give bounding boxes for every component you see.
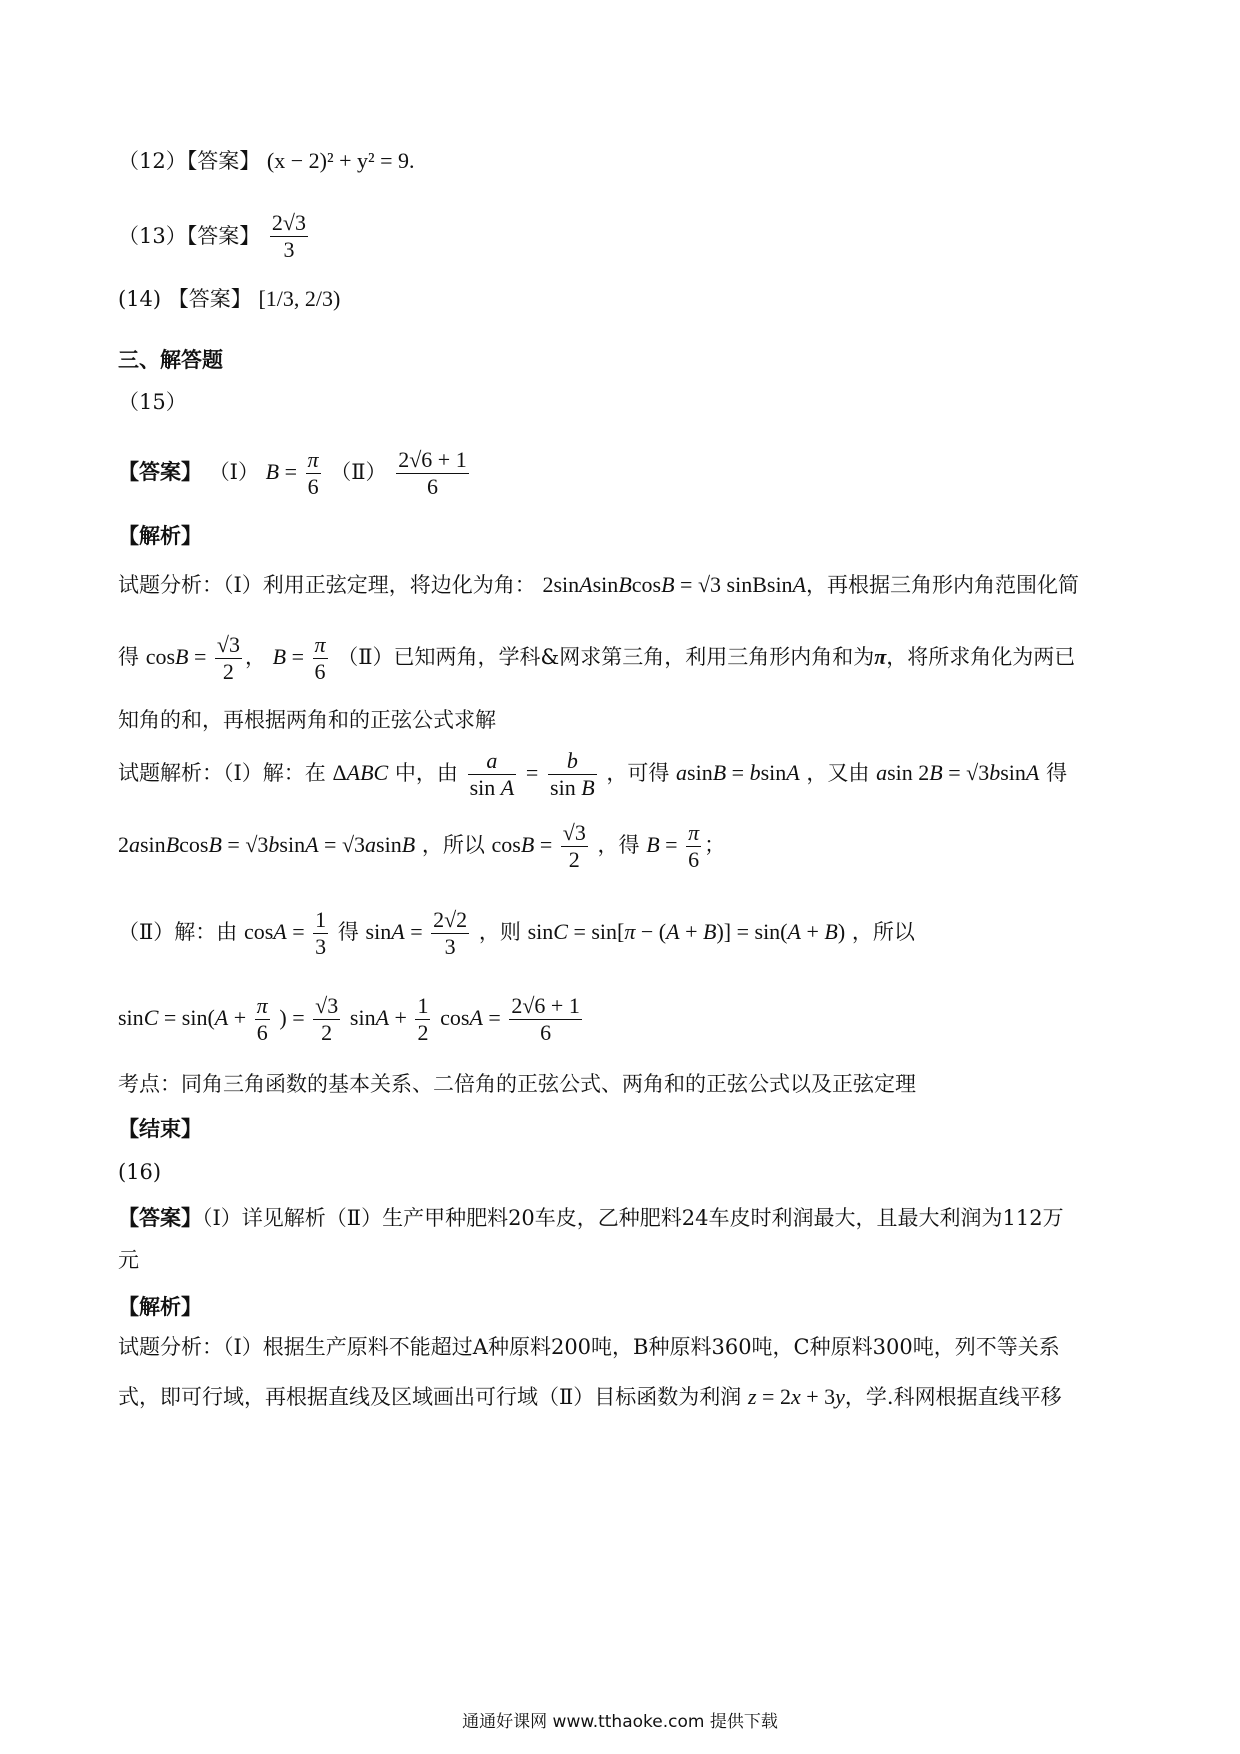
formula-span: asinB = bsinA [676,760,800,785]
fraction-denominator: 3 [315,934,327,959]
fraction-a-sinA [468,748,517,801]
fraction-denominator: sin B [550,775,595,800]
fraction-numerator: π [688,820,700,845]
text-span: 试题分析：（Ⅰ）利用正弦定理，将边化为角： [118,573,536,597]
fraction-denominator: 3 [444,934,456,959]
formula-span: 2asinBcosB = √3bsinA = √3asinB [118,832,416,857]
text-span: 试题解析：（Ⅰ）解：在 [118,761,326,785]
question-15-number: （15） [118,390,187,414]
fraction-pi-6 [255,993,270,1046]
analysis-16-line2 [118,1386,1140,1408]
formula-span: sinC = sin[π − (A + B)] = sin(A + B) [527,919,846,944]
fraction-numerator: √3 [315,993,339,1018]
kaodian-15: 考点：同角三角函数的基本关系、二倍角的正弦公式、两角和的正弦公式以及正弦定理 [118,1072,916,1096]
formula-span: cosA = [440,1005,507,1030]
formula-span: π [874,644,887,669]
answer-13-fraction [270,210,308,263]
analysis-16-line1: 试题分析：（Ⅰ）根据生产原料不能超过A种原料200吨，B种原料360吨，C种原料300吨，列不等关系 [118,1335,1060,1359]
text-span: ，将所求角化为两已 [886,645,1076,669]
end-15: 【结束】 [118,1116,202,1141]
answer-14 [118,288,1140,310]
analysis-15-line1 [118,574,1140,596]
text-span: ，又由 [806,761,870,785]
formula-span: asin 2B = √3bsinA [876,760,1040,785]
fraction-denominator: 2 [222,659,234,684]
answer-15 [118,447,1140,500]
text-span: 得 [1046,761,1068,785]
formula-span: sinC = sin(A + [118,1005,252,1030]
formula-span: sinA = [365,919,429,944]
formula-span: ) = [279,1005,311,1030]
formula-span: cosB = [145,644,212,669]
formula-span: z = 2x + 3y [747,1384,845,1409]
answer-13 [118,210,1140,263]
text-span: （Ⅱ）已知两角，学科&网求第三角，利用三角形内角和为 [337,645,875,669]
fraction-1-2 [415,993,430,1046]
answer-label: 【答案】 [118,459,202,484]
fraction-denominator: 6 [314,659,326,684]
fraction-numerator: √3 [216,632,240,657]
fraction-result [509,993,581,1046]
formula-span: = [525,760,539,785]
text-span: ，得 [597,833,640,857]
answer-13-label: （13）【答案】 [118,224,261,248]
answer-15-part1: B = [265,459,303,484]
fraction-denominator: 2 [568,847,580,872]
text-span: 得 [337,920,359,944]
fraction-numerator: 2√6 + 1 [511,993,580,1018]
fraction-numerator: 1 [315,907,327,932]
fraction-sqrt3-2 [313,993,340,1046]
question-16-number: (16) [118,1160,162,1184]
answer-12 [118,150,1140,172]
fraction-denominator: sin A [469,775,515,800]
text-span: 得 [118,645,139,669]
fraction-numerator: b [548,748,597,775]
fraction-denominator: 6 [540,1020,552,1045]
fraction-1-3 [313,907,328,960]
text-span: ，所以 [851,920,915,944]
analysis-15-line2: 得 cosB = $\frac{√3}{2}$ ， B = $\frac{\pi}{6}$ （Ⅱ）已知两角，学科&网求第三角，利用三角形内角和为π，将所求角化为两已 [118,632,1076,684]
answer-label: 【答案】 [118,1205,202,1230]
formula-span: sinA + [349,1005,413,1030]
solution-15-line4 [118,993,1140,1046]
text-span: ，所以 [421,833,485,857]
fraction-numerator: a [468,748,517,775]
fraction-denominator: 6 [307,474,319,499]
text-span: （Ⅱ）解：由 [118,920,238,944]
section-title: 三、解答题 [118,348,223,372]
fraction-denominator: 6 [688,847,700,872]
fraction-numerator: π [314,632,326,657]
analysis-label-15: 【解析】 [118,523,202,548]
formula-span: B = [646,832,684,857]
fraction-sqrt3-2 [561,820,588,873]
fraction-denominator: 3 [283,237,295,262]
formula-span: cosA = [243,919,311,944]
page-footer: 通通好课网 www.tthaoke.com 提供下载 [462,1712,778,1732]
formula-span: cosB = [491,832,558,857]
formula-span: B = [272,644,310,669]
answer-16-continued: 元 [118,1248,139,1272]
fraction-numerator: 2√6 + 1 [398,447,467,472]
fraction-numerator: √3 [562,820,586,845]
formula-span: 2sinAsinBcosB = √3 sinBsinA [542,572,807,597]
fraction-denominator: 6 [256,1020,268,1045]
solution-15-line2: 2asinBcosB = √3bsinA = √3asinB ，所以 cosB = $\frac{√3}{2}$ ，得 B = $\frac{\pi}{6}$ ； [118,820,726,872]
fraction-2sqrt2-3 [431,907,469,960]
text-span: 中，由 [394,761,458,785]
answer-14-label: (14) 【答案】 [118,287,252,311]
part-2-label: （Ⅱ） [330,460,387,484]
fraction-denominator: 2 [321,1020,333,1045]
solution-15-line1 [118,748,1140,801]
answer-15-part2 [396,447,468,500]
fraction-numerator: 2√2 [433,907,468,932]
fraction-numerator: π [256,993,268,1018]
fraction-denominator: 6 [426,474,438,499]
fraction-numerator: π [307,447,319,472]
text-span: ，则 [478,920,521,944]
analysis-label-16: 【解析】 [118,1294,202,1319]
text-span: （Ⅰ）详见解析（Ⅱ）生产甲种肥料20车皮，乙种肥料24车皮时利润最大，且最大利润为112万 [202,1206,1064,1230]
fraction-b-sinB [548,748,597,801]
analysis-15-line3: 知角的和，再根据两角和的正弦公式求解 [118,708,496,732]
fraction-pi-6 [306,447,321,500]
fraction-numerator: 2√3 [271,210,306,235]
text-span: ，学.科网根据直线平移 [844,1385,1062,1409]
fraction-numerator: 1 [417,993,429,1018]
fraction-pi-6 [686,820,701,873]
text-span: ，再根据三角形内角范围化简 [806,573,1080,597]
fraction-pi-6 [313,632,328,685]
solution-15-line3 [118,907,1140,960]
answer-12-formula: (x − 2)² + y² = 9. [266,148,415,173]
text-span: ，可得 [606,761,670,785]
text-span: 式，即可行域，再根据直线及区域画出可行域（Ⅱ）目标函数为利润 [118,1385,742,1409]
formula-span: ΔABC [332,760,389,785]
part-1-label: （Ⅰ） [208,460,259,484]
fraction-denominator: 2 [417,1020,429,1045]
answer-14-interval: [1/3, 2/3) [258,286,341,311]
fraction-sqrt3-2 [215,632,242,685]
answer-16 [118,1207,1140,1229]
answer-12-label: （12）【答案】 [118,149,261,173]
